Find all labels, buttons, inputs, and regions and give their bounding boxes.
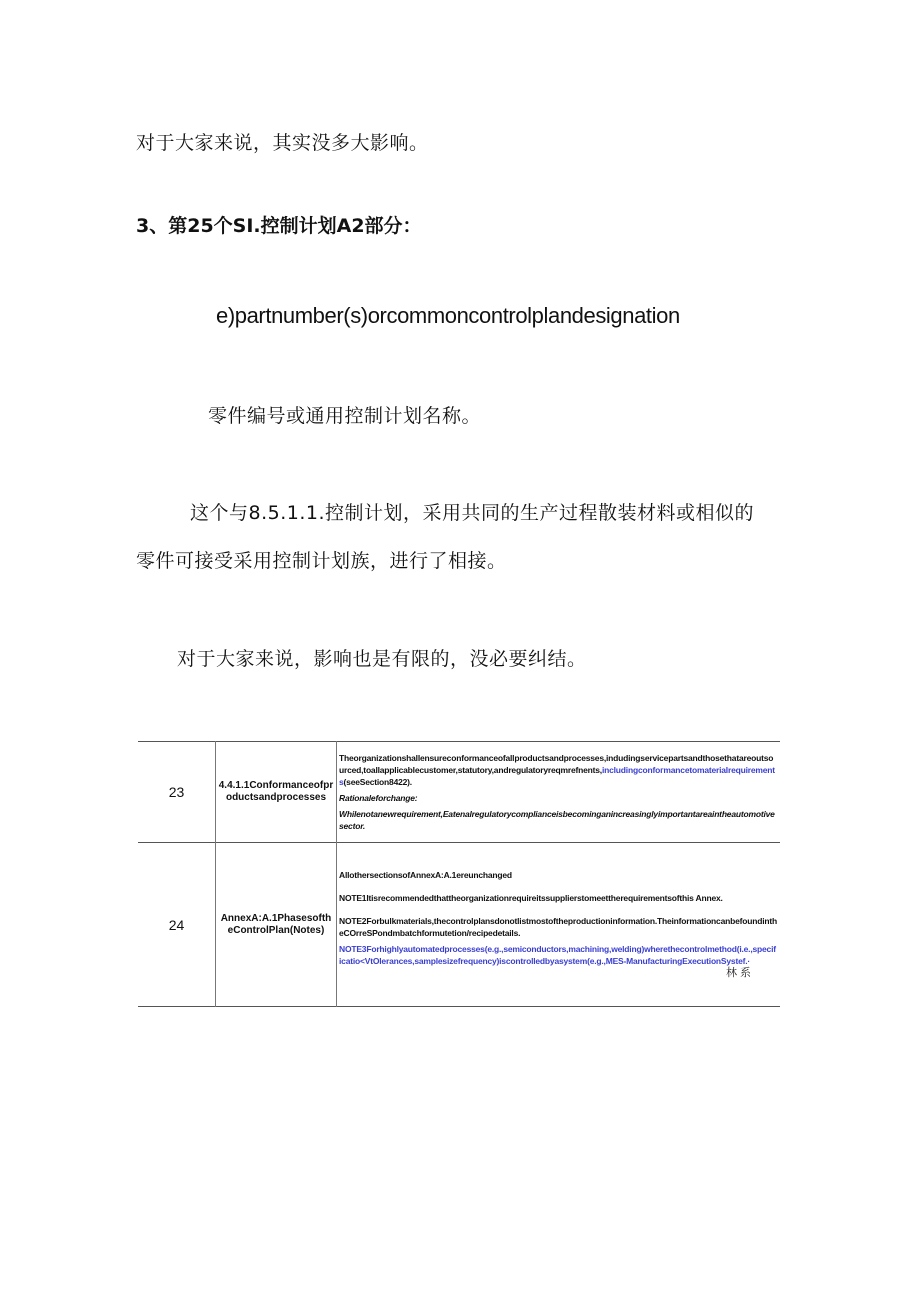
note-1: NOTE1Itisrecommendedthattheorganizationrequireitssupplierstomeettherequirementsofthis Annex. [339, 893, 723, 903]
row-description [337, 843, 781, 1007]
table-row [138, 742, 780, 843]
rationale-text: Whilenotanewrequirement,Eatenalregulatorycomplianceisbecominganincreasinglyimportantareaintheautomotivesector. [339, 808, 775, 831]
rationale-label: Rationaleforchange: [339, 792, 418, 803]
revision-table [138, 741, 780, 1007]
seal-mark: 林系 [726, 966, 754, 979]
section-reference: (seeSection8422). [343, 776, 412, 787]
row-number: 24 [138, 843, 216, 1007]
note-2: NOTE2Forbulkmaterials,thecontrolplansdonotlistmostoftheproductioninformation.TheinformationcanbefoundintheCOrreSPondmbatchformutetion/recipedetails. [339, 916, 777, 938]
clause-translation: 零件编号或通用控制计划名称。 [208, 405, 482, 427]
paragraph-intro: 对于大家来说，其实没多大影响。 [136, 132, 429, 154]
section-heading: 3、第25个SI.控制计划A2部分： [136, 215, 422, 237]
requirement-text: Theorganizationshallensureconformanceofallproductsandprocesses,indudingservicepartsandthosethatareoutsourced,toallapplicablecustomer,statutory,andregulatoryreqmrefnents, [339, 752, 774, 775]
paragraph-explanation-line2: 零件可接受采用控制计划族，进行了相接。 [136, 550, 507, 572]
english-clause: e)partnumber(s)orcommoncontrolplandesignation [216, 303, 680, 328]
paragraph-explanation-line1: 这个与8.5.1.1.控制计划，采用共同的生产过程散装材料或相似的 [190, 502, 755, 524]
row-number: 23 [138, 742, 216, 843]
unchanged-note: AllothersectionsofAnnexA:A.1ereunchanged [339, 870, 512, 880]
table-row [138, 843, 780, 1007]
added-text: includingconfoгmancetomaterialrequirements [339, 764, 775, 787]
row-section: AnnexA:A.1PhasesoftheControlPlan(Notes) [216, 843, 337, 1007]
paragraph-conclusion: 对于大家来说，影响也是有限的，没必要纠结。 [177, 648, 587, 670]
note-3: NOTE3Forhighlyautomatedprocesses(e.g.,semiconductors,machining,welding)wherethecontrolmethod(i.e.,specificatio<VtOlerances,samplesizefrequency)iscontrolledbyasystem(e.g.,MES-ManufacturingExecutionSystef.· [339, 944, 776, 966]
row-description [337, 742, 781, 843]
row-section: 4.4.1.1Conformanceofproductsandprocesses [216, 742, 337, 843]
